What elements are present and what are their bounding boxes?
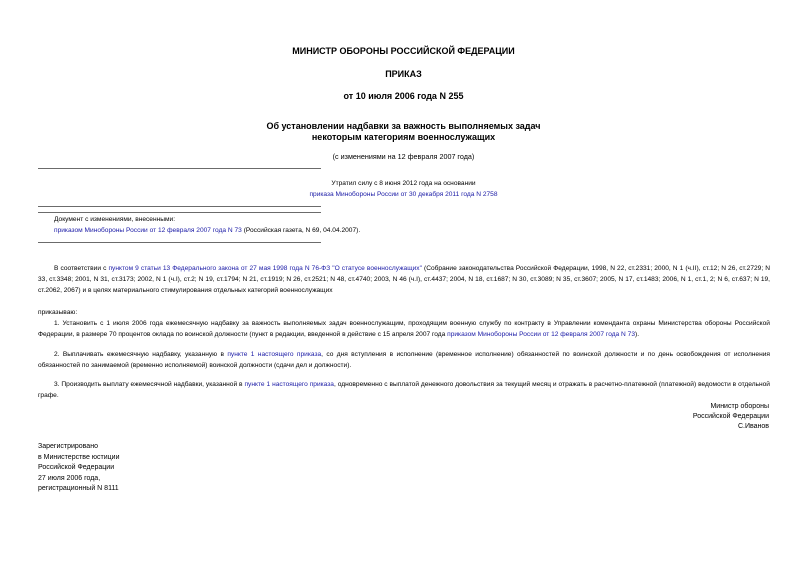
changes-line [54,227,360,234]
item-1 [38,318,770,340]
divider [38,242,321,243]
divider [38,212,321,213]
expired-link[interactable]: приказа Минобороны России от 30 декабря 2011 года N 2758 [309,191,498,198]
signature-line-2: Российской Федерации [692,413,769,420]
item-2 [38,349,770,371]
doc-type-heading: ПРИКАЗ [385,69,422,79]
item-3-start: 3. Производить выплату ежемесячной надбавки, указанной в [54,381,245,388]
expired-note: Утратил силу с 8 июня 2012 года на основании [331,180,476,187]
changes-link[interactable]: приказом Минобороны России от 12 февраля 2007 года N 73 [54,227,242,234]
item-3-link[interactable]: пункте 1 настоящего приказа [244,381,334,388]
changes-source: (Российская газета, N 69, 04.04.2007). [241,227,361,234]
divider [38,168,321,169]
signature-name: С.Иванов [737,423,769,430]
preamble-start: В соответствии с [54,265,109,272]
registration-line-3: Российской Федерации [38,464,115,471]
item-3 [38,379,770,401]
item-2-start: 2. Выплачивать ежемесячную надбавку, указанную в [54,351,228,358]
ministry-heading: МИНИСТР ОБОРОНЫ РОССИЙСКОЙ ФЕДЕРАЦИИ [292,46,515,56]
item-3-rest: , одновременно с выплатой денежного довольствия за текущий месяц и отражать в расчетно-платежной (платежной) ведомости в отдельной графе. [38,381,770,399]
registration-line-1: Зарегистрировано [38,443,98,450]
item-2-rest: , со дня вступления в исполнение (временное исполнение) обязанностей по воинской должности и по день освобождения от исполнения обязанностей по занимаемой (временно исполняемой) воинской должности (сдачи дел и должности). [38,351,770,369]
date-number-heading: от 10 июля 2006 года N 255 [343,91,464,101]
registration-line-4: 27 июля 2006 года, [38,474,101,482]
amendments-note: (с изменениями на 12 февраля 2007 года) [332,152,475,161]
item-1-link[interactable]: приказом Минобороны России от 12 февраля 2007 года N 73 [447,331,635,338]
item-2-link[interactable]: пункте 1 настоящего приказа [227,351,322,358]
order-word: приказываю: [38,309,78,316]
changes-label: Документ с изменениями, внесенными: [54,216,176,223]
preamble-paragraph [38,263,770,296]
preamble-rest: (Собрание законодательства Российской Федерации, 1998, N 22, ст.2331; 2000, N 1 (ч.II), ст.12; N 26, ст.2729; N 33, ст.3348; 2001, N 31, ст.3173; 2002, N 1 (ч.I), ст.2; N 19, ст.1794; N 21, ст.1919; N 26, ст.2521; N 48, ст.4740; 2003, N 46 (ч.I), ст.4437; 2004, N 18, ст.1687; N 30, ст.3089; N 35, ст.3607; 2005, N 17, ст.1483; 2006, N 1, ст.1, 2; N 6, ст.637; N 19, ст.2062, 2067) и в целях материального стимулирования отдельных категорий военнослужащих [38,265,771,294]
item-1-text: 1. Установить с 1 июля 2006 года ежемесячную надбавку за важность выполняемых задач военнослужащим, проходящим военную службу по контракту в Управлении коменданта охраны Министерства обороны Российской Федерации, в размере 70 процентов оклада по воинской должности (пункт в редакции, введенной в действие с 15 апреля 2007 года [38,320,770,338]
divider [38,206,321,207]
title-line-1: Об установлении надбавки за важность выполняемых задач [266,121,541,131]
title-line-2: некоторым категориям военнослужащих [311,132,496,142]
registration-line-5: регистрационный N 8111 [38,485,119,492]
item-1-end: ). [635,331,640,338]
signature-line-1: Министр обороны [710,403,769,410]
law-link[interactable]: пунктом 9 статьи 13 Федерального закона от 27 мая 1998 года N 76-ФЗ "О статусе военнослужащих" [108,265,422,272]
registration-block [38,442,119,495]
signature-block [693,402,769,432]
registration-line-2: в Министерстве юстиции [38,453,120,461]
